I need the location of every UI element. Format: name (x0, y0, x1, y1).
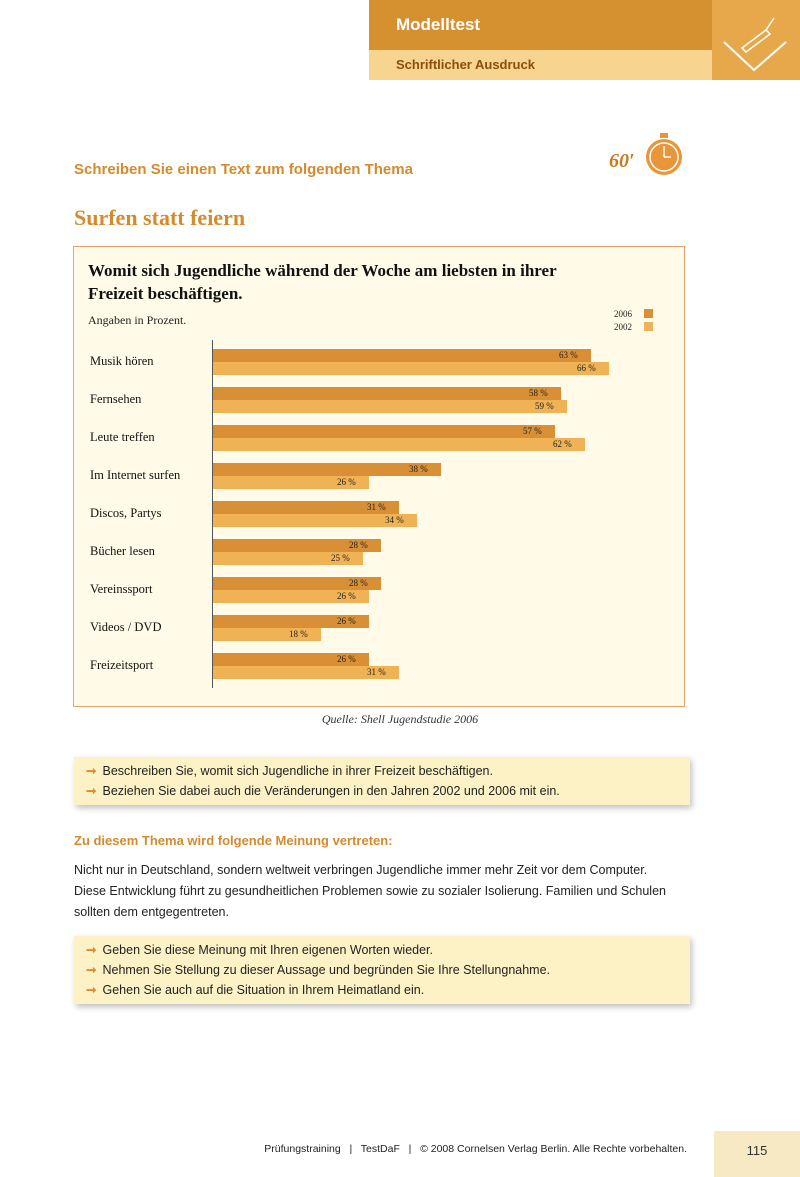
chart-source: Quelle: Shell Jugendstudie 2006 (321, 712, 479, 726)
footer-text: Prüfungstraining | TestDaF | © 2008 Cornelsen Verlag Berlin. Alle Rechte vorbehalten. (264, 1143, 687, 1155)
task-box-2 (74, 936, 690, 1004)
value-label: 26 % (337, 616, 356, 626)
value-label: 28 % (349, 540, 368, 550)
bar-2006 (213, 425, 555, 438)
chart-title-line2: Freizeit beschäftigen. (88, 284, 243, 303)
task-item (86, 940, 678, 960)
value-label: 26 % (337, 591, 356, 601)
category-label: Vereinssport (90, 582, 153, 596)
category-label: Im Internet surfen (90, 468, 181, 482)
header-subtitle: Schriftlicher Ausdruck (369, 50, 712, 80)
header-corner (712, 0, 800, 80)
task-item (86, 980, 678, 1000)
category-label: Bücher lesen (90, 544, 155, 558)
task-text: Nehmen Sie Stellung zu dieser Aussage und begründen Sie Ihre Stellungnahme. (102, 963, 551, 977)
legend-label-2002: 2002 (614, 321, 632, 332)
topic-title: Surfen statt feiern (74, 205, 246, 230)
instruction-heading: Schreiben Sie einen Text zum folgenden Thema (74, 161, 413, 178)
bar-2006 (213, 387, 561, 400)
value-label: 34 % (385, 515, 404, 525)
legend-label-2006: 2006 (614, 308, 632, 319)
bar-chart (73, 246, 685, 707)
category-label: Leute treffen (90, 430, 155, 444)
value-label: 26 % (337, 654, 356, 664)
time-label: 60′ (609, 150, 635, 172)
bar-2002 (213, 400, 567, 413)
legend-swatch-2002 (644, 322, 653, 331)
arrow-icon: ➞ (86, 963, 97, 977)
value-label: 38 % (409, 464, 428, 474)
header-title: Modelltest (369, 0, 712, 50)
task-text: Beschreiben Sie, womit sich Jugendliche in ihrer Freizeit beschäftigen. (102, 764, 493, 778)
writing-hand-icon (712, 0, 800, 80)
chart-title (88, 259, 628, 305)
value-label: 28 % (349, 578, 368, 588)
category-label: Fernsehen (90, 392, 142, 406)
stopwatch-icon (640, 130, 690, 180)
value-label: 58 % (529, 388, 548, 398)
value-label: 62 % (553, 439, 572, 449)
category-label: Musik hören (90, 354, 154, 368)
legend-swatch-2006 (644, 309, 653, 318)
bar-2002 (213, 438, 585, 451)
task-item (86, 761, 678, 781)
category-label: Videos / DVD (90, 620, 162, 634)
footer (0, 1131, 800, 1177)
value-label: 31 % (367, 667, 386, 677)
arrow-icon: ➞ (86, 764, 97, 778)
chart-legend (614, 307, 653, 333)
arrow-icon: ➞ (86, 784, 97, 798)
task-text: Geben Sie diese Meinung mit Ihren eigenen Worten wieder. (102, 943, 434, 957)
value-label: 59 % (535, 401, 554, 411)
value-label: 57 % (523, 426, 542, 436)
value-label: 63 % (559, 350, 578, 360)
value-label: 18 % (289, 629, 308, 639)
task-box-1 (74, 757, 690, 805)
bar-2002 (213, 362, 609, 375)
chart-subtitle: Angaben in Prozent. (88, 313, 187, 327)
arrow-icon: ➞ (86, 983, 97, 997)
task-text: Beziehen Sie dabei auch die Veränderungen in den Jahren 2002 und 2006 mit ein. (102, 784, 560, 798)
task-item (86, 781, 678, 801)
task-text: Gehen Sie auch auf die Situation in Ihrem Heimatland ein. (102, 983, 425, 997)
arrow-icon: ➞ (86, 943, 97, 957)
value-label: 66 % (577, 363, 596, 373)
category-label: Discos, Partys (90, 506, 162, 520)
bar-2006 (213, 349, 591, 362)
value-label: 26 % (337, 477, 356, 487)
task-item (86, 960, 678, 980)
value-label: 25 % (331, 553, 350, 563)
page-number: 115 (714, 1131, 800, 1177)
chart-title-line1: Womit sich Jugendliche während der Woche am liebsten in ihrer (88, 261, 557, 280)
opinion-text: Nicht nur in Deutschland, sondern weltweit verbringen Jugendliche immer mehr Zeit vor dem Computer. Diese Entwicklung führt zu gesundheitlichen Problemen sowie zu sozialer Isolierung. Familien und Schulen sollten dem entgegentreten. (74, 863, 666, 919)
value-label: 31 % (367, 502, 386, 512)
category-label: Freizeitsport (90, 658, 154, 672)
header-banner (369, 0, 712, 80)
bar-2006 (213, 463, 441, 476)
opinion-heading: Zu diesem Thema wird folgende Meinung vertreten: (74, 833, 393, 848)
